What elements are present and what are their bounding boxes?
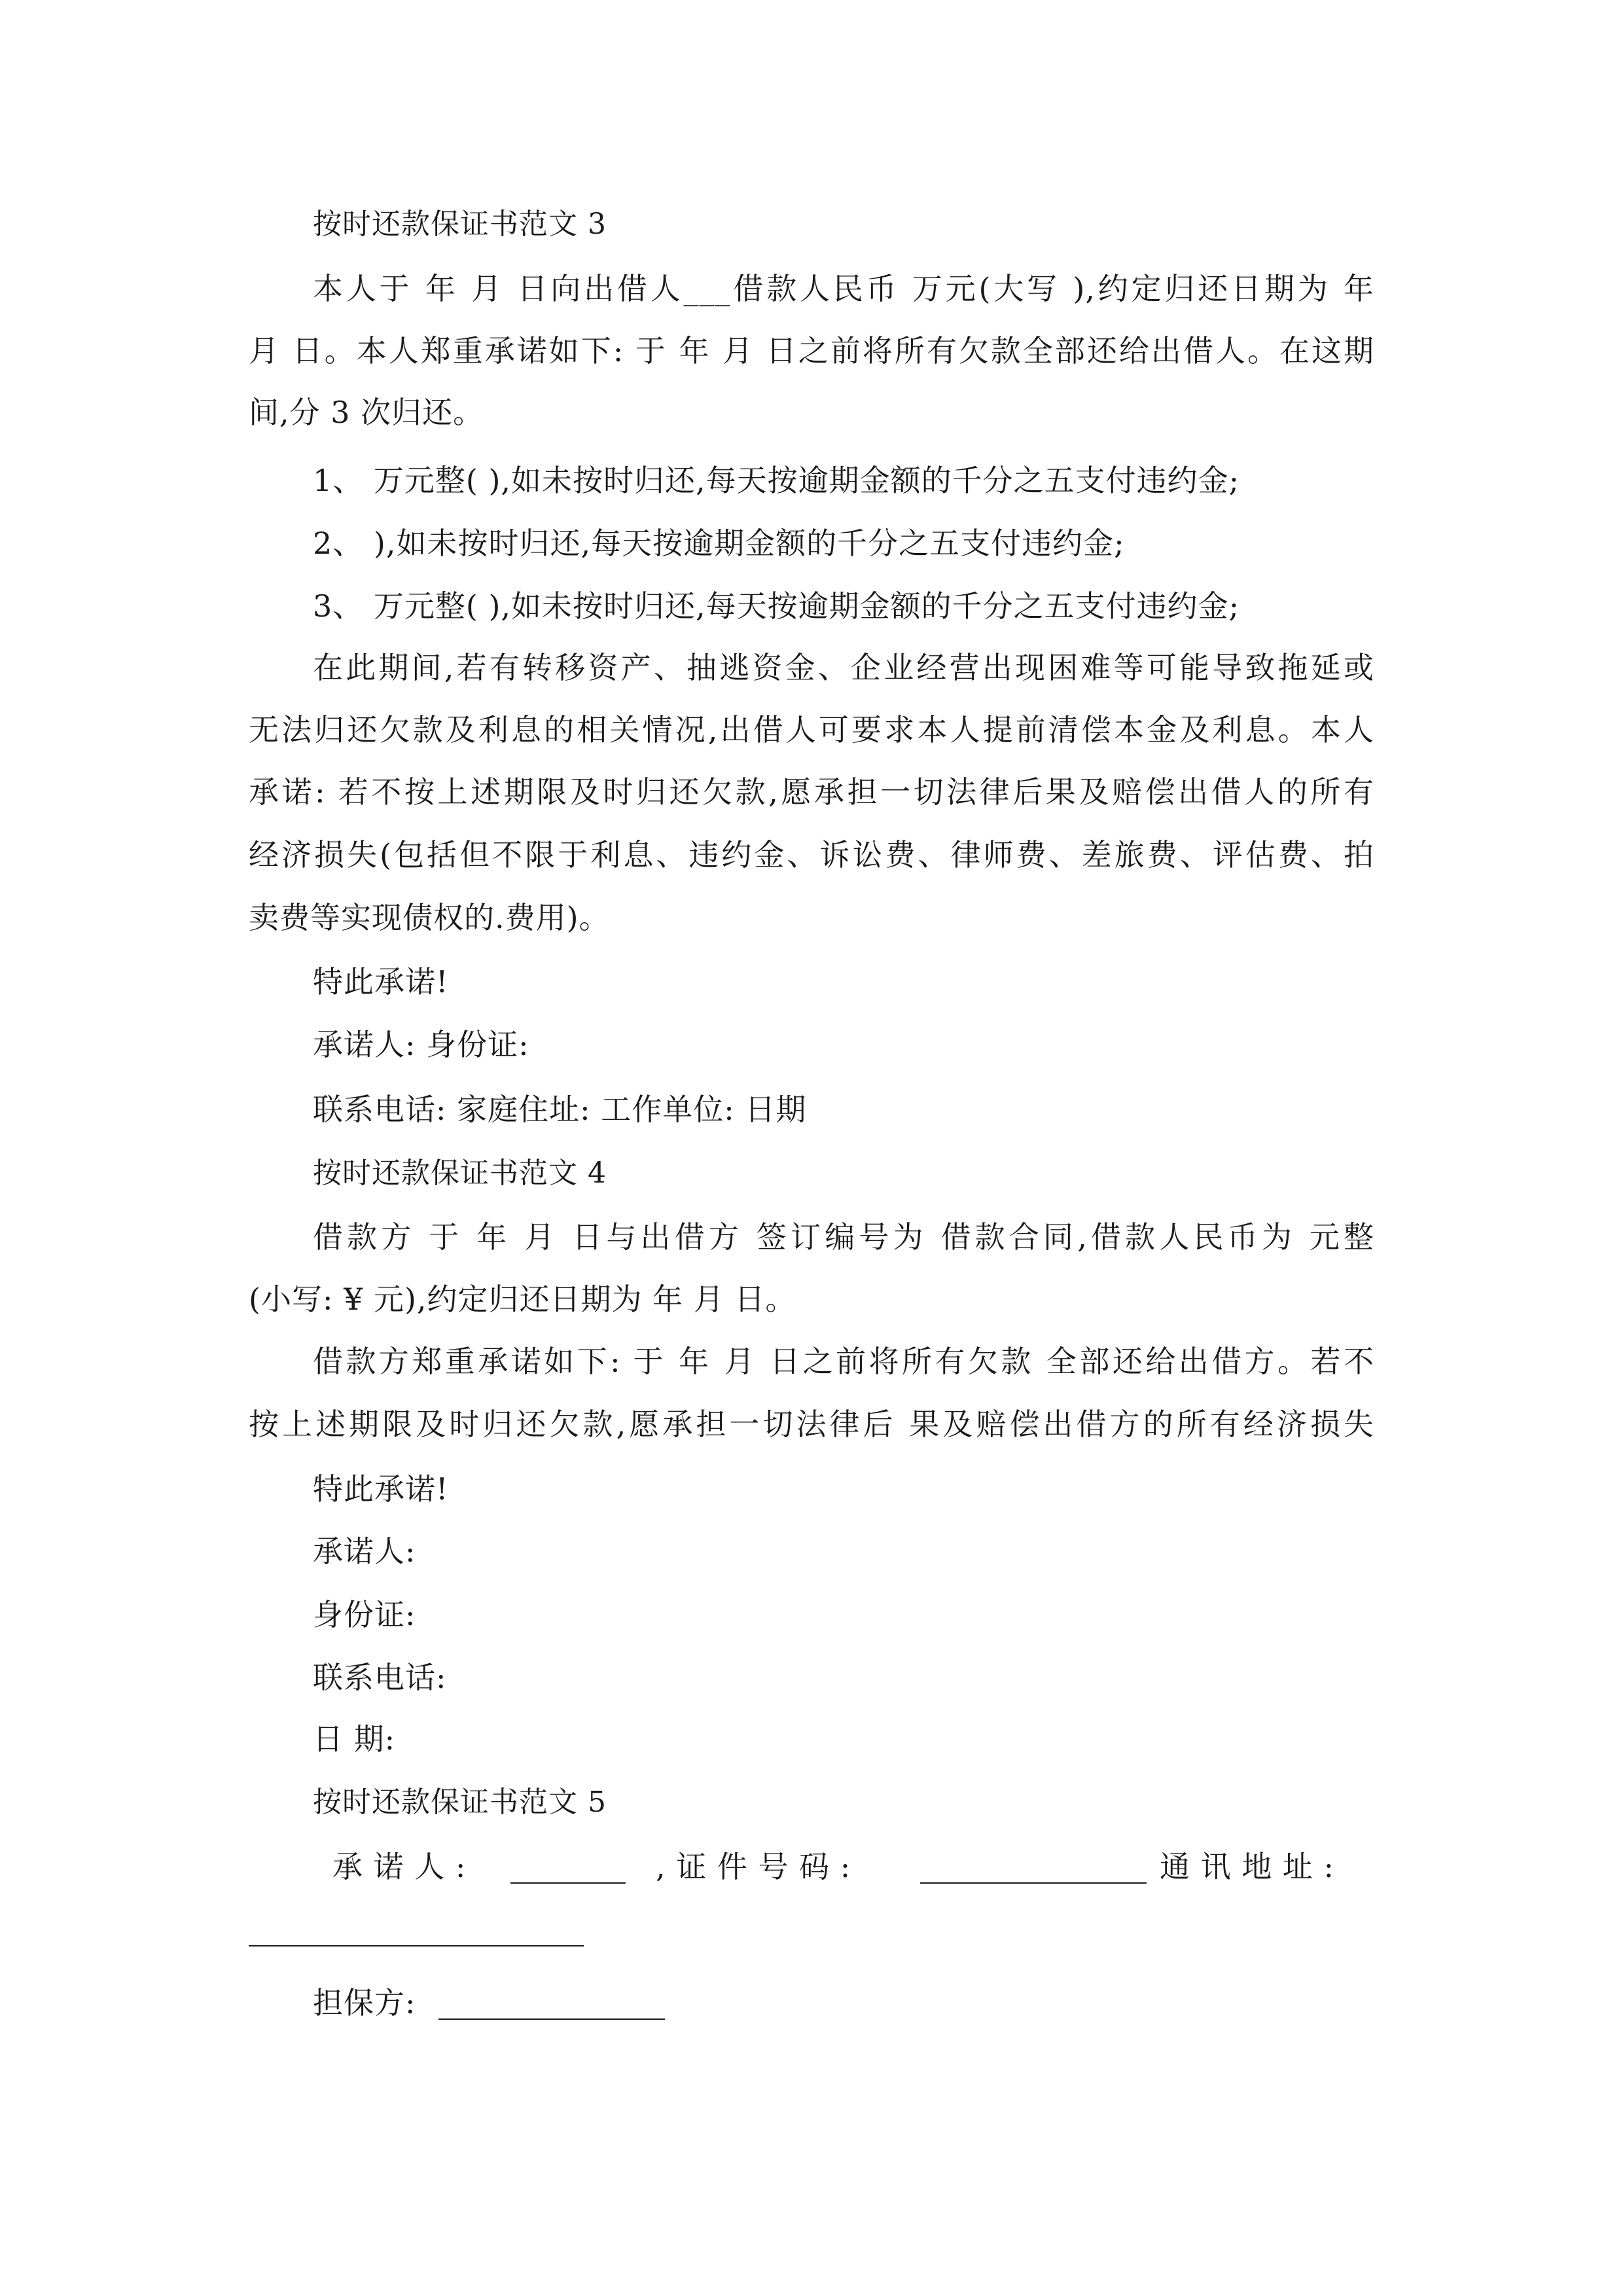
section-4-field-date: 日 期: <box>313 1721 396 1757</box>
guarantor-blank[interactable] <box>438 2018 665 2020</box>
section-4-promise-line-2: 按上述期限及时归还欠款,愿承担一切法律后 果及赔偿出借方的所有经济损失 <box>249 1407 1374 1442</box>
section-3-clause-line-2: 无法归还欠款及利息的相关情况,出借人可要求本人提前清偿本金及利息。本人 <box>249 712 1374 747</box>
section-5-field-address: 通 讯 地 址 : <box>1160 1849 1334 1884</box>
section-3-contact-line: 联系电话: 家庭住址: 工作单位: 日期 <box>313 1092 807 1127</box>
section-3-clause-line-3: 承诺: 若不按上述期限及时归还欠款,愿承担一切法律后果及赔偿出借人的所有 <box>249 774 1374 810</box>
section-3-signature-line: 承诺人: 身份证: <box>313 1027 529 1062</box>
section-4-promise-line-1: 借款方郑重承诺如下: 于 年 月 日之前将所有欠款 全部还给出借方。若不 <box>313 1344 1374 1379</box>
section-5-field-guarantor: 担保方: <box>313 1985 416 2020</box>
section-3-paragraph-line-1: 本人于 年 月 日向出借人___借款人民币 万元(大写 ),约定归还日期为 年 <box>313 271 1374 306</box>
section-4-field-phone: 联系电话: <box>313 1660 447 1695</box>
section-3-clause-line-5: 卖费等实现债权的.费用)。 <box>249 900 610 935</box>
address-blank[interactable] <box>249 1945 584 1946</box>
section-3-closing: 特此承诺! <box>313 964 449 999</box>
section-3-paragraph-line-3: 间,分 3 次归还。 <box>249 395 484 430</box>
section-4-paragraph-line-2: (小写: ¥ 元),约定归还日期为 年 月 日。 <box>249 1282 796 1317</box>
section-3-clause-line-4: 经济损失(包括但不限于利息、违约金、诉讼费、律师费、差旅费、评估费、拍 <box>249 837 1374 872</box>
section-4-title: 按时还款保证书范文 4 <box>313 1157 607 1190</box>
section-4-field-id: 身份证: <box>313 1597 416 1632</box>
section-4-closing: 特此承诺! <box>313 1471 449 1507</box>
section-3-item-2: 2、 ),如未按时归还,每天按逾期金额的千分之五支付违约金; <box>313 526 1125 561</box>
id-number-blank[interactable] <box>920 1882 1147 1884</box>
section-5-field-id: , 证 件 号 码 : <box>656 1849 851 1884</box>
section-4-paragraph-line-1: 借款方 于 年 月 日与出借方 签订编号为 借款合同,借款人民币为 元整 <box>313 1219 1374 1255</box>
section-5-field-promisor: 承 诺 人 : <box>332 1849 467 1884</box>
section-3-item-3: 3、 万元整( ),如未按时归还,每天按逾期金额的千分之五支付违约金; <box>313 588 1240 624</box>
section-5-title: 按时还款保证书范文 5 <box>313 1785 607 1819</box>
promisor-blank[interactable] <box>510 1882 626 1884</box>
section-4-field-promisor: 承诺人: <box>313 1534 416 1569</box>
section-3-item-1: 1、 万元整( ),如未按时归还,每天按逾期金额的千分之五支付违约金; <box>313 463 1240 498</box>
section-3-clause-line-1: 在此期间,若有转移资产、抽逃资金、企业经营出现困难等可能导致拖延或 <box>313 650 1374 685</box>
section-3-paragraph-line-2: 月 日。本人郑重承诺如下: 于 年 月 日之前将所有欠款全部还给出借人。在这期 <box>249 333 1374 368</box>
section-3-title: 按时还款保证书范文 3 <box>313 207 607 241</box>
